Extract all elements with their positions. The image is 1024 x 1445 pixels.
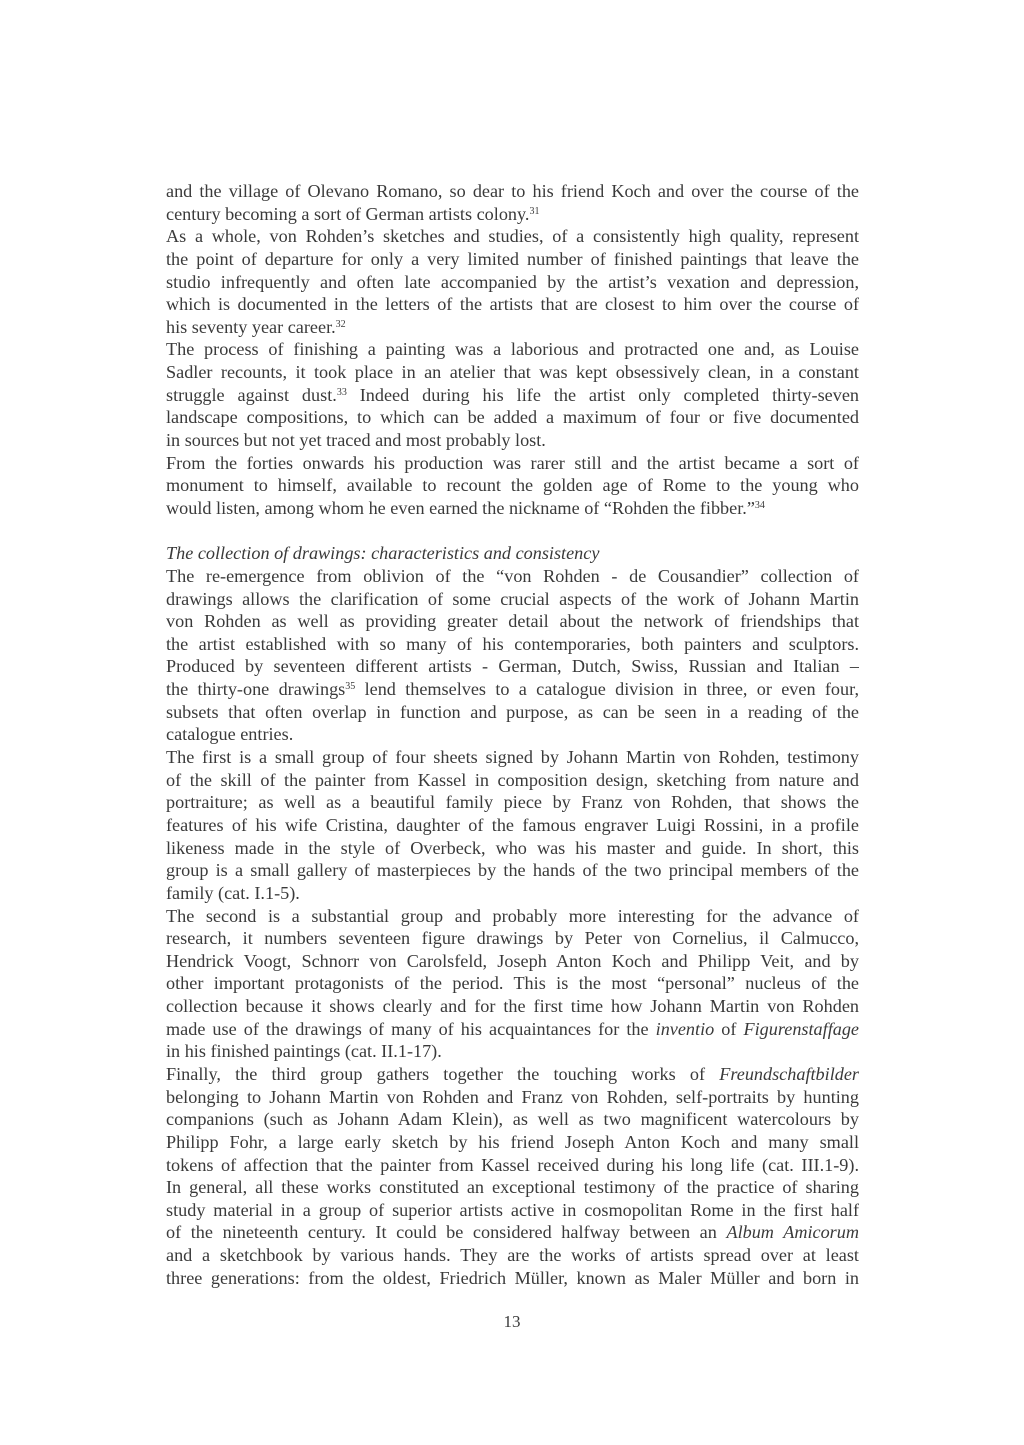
- footnote-ref: 31: [529, 205, 540, 217]
- text-line: which is documented in the letters of the artists that are closest to him over the course of: [166, 294, 859, 315]
- text-line: struggle against dust.$^{33}$ Indeed during his life the artist only completed thirty-seven: [166, 384, 859, 405]
- text-line: his seventy year career.$^{32}$: [166, 316, 346, 337]
- text-line: Sadler recounts, it took place in an atelier that was kept obsessively clean, in a constant: [166, 362, 859, 383]
- text-line: study material in a group of superior artists active in cosmopolitan Rome in the first half: [166, 1199, 859, 1220]
- text-line: monument to himself, available to recount the golden age of Rome to the young who: [166, 475, 859, 496]
- text-line: and the village of Olevano Romano, so dear to his friend Koch and over the course of the: [166, 181, 859, 201]
- text-line: The re-emergence from oblivion of the “von Rohden - de Cousandier” collection of: [166, 565, 859, 586]
- page-number: 13: [503, 1312, 521, 1331]
- paragraph: [166, 905, 859, 1063]
- paragraph: [166, 565, 859, 746]
- text-line: studio infrequently and often late accompanied by the artist’s vexation and depression,: [166, 271, 859, 292]
- paragraph: [166, 338, 859, 451]
- text-line: three generations: from the oldest, Friedrich Müller, known as Maler Müller and born in: [166, 1267, 859, 1288]
- text-line: other important protagonists of the period. This is the most “personal” nucleus of the: [166, 973, 859, 994]
- text-line: In general, all these works constituted an exceptional testimony of the practice of sharing: [166, 1177, 859, 1198]
- italic-term: Freundschaftbilder: [719, 1063, 859, 1084]
- text-line: likeness made in the style of Overbeck, who was his master and guide. In short, this: [166, 837, 859, 858]
- paragraph: [166, 225, 859, 338]
- text-line: century becoming a sort of German artists colony.$^{31}$: [166, 203, 540, 224]
- footnote-ref: 32: [335, 318, 346, 330]
- text-line: von Rohden as well as providing greater detail about the network of friendships that: [166, 611, 859, 632]
- text-line: of the nineteenth century. It could be considered halfway between an Album Amicorum: [166, 1222, 859, 1243]
- text-line: Produced by seventeen different artists - German, Dutch, Swiss, Russian and Italian –: [166, 656, 859, 677]
- text-line: group is a small gallery of masterpieces by the hands of the two principal members of the: [166, 860, 859, 881]
- text-line: the thirty-one drawings$^{35}$ lend themselves to a catalogue division in three, or even four,: [166, 679, 859, 700]
- footnote-ref: 34: [754, 499, 765, 511]
- footnote-ref: 35: [345, 681, 356, 693]
- text-line: belonging to Johann Martin von Rohden and Franz von Rohden, self-portraits by hunting: [166, 1086, 859, 1107]
- text-line: and a sketchbook by various hands. They are the works of artists spread over at least: [166, 1245, 859, 1266]
- text-line: From the forties onwards his production was rarer still and the artist became a sort of: [166, 452, 859, 473]
- paragraph: [166, 746, 859, 904]
- paragraph: [166, 1063, 859, 1176]
- text-line: Hendrick Voogt, Schnorr von Carolsfeld, Joseph Anton Koch and Philipp Veit, and by: [166, 950, 859, 971]
- italic-term: Album Amicorum: [726, 1222, 859, 1243]
- text-line: As a whole, von Rohden’s sketches and studies, of a consistently high quality, represent: [166, 226, 859, 247]
- text-line: catalogue entries.: [166, 724, 294, 745]
- text-line: family (cat. I.1-5).: [166, 882, 300, 903]
- text-line: Finally, the third group gathers together the touching works of Freundschaftbilder: [166, 1063, 859, 1084]
- text-line: of the skill of the painter from Kassel in composition design, sketching from nature and: [166, 769, 859, 790]
- section-heading: The collection of drawings: characteristics and consistency: [166, 543, 600, 564]
- italic-term: Figurenstaffage: [743, 1018, 859, 1039]
- text-line: would listen, among whom he even earned the nickname of “Rohden the fibber.”$^{34}$: [166, 497, 765, 518]
- text-line: subsets that often overlap in function and purpose, as can be seen in a reading of the: [166, 701, 859, 722]
- text-line: in his finished paintings (cat. II.1-17).: [166, 1041, 442, 1062]
- text-line: the point of departure for only a very limited number of finished paintings that leave the: [166, 248, 859, 269]
- italic-term: inventio: [655, 1018, 715, 1039]
- paragraph: [166, 452, 859, 520]
- text-line: The process of finishing a painting was a laborious and protracted one and, as Louise: [166, 339, 859, 360]
- text-line: The second is a substantial group and probably more interesting for the advance of: [166, 905, 859, 926]
- text-line: companions (such as Johann Adam Klein), as well as two magnificent watercolours by: [166, 1109, 859, 1130]
- text-line: in sources but not yet traced and most probably lost.: [166, 430, 546, 451]
- paragraph: [166, 1176, 859, 1289]
- text-line: the artist established with so many of his contemporaries, both painters and sculptors.: [166, 633, 859, 654]
- text-line: drawings allows the clarification of some crucial aspects of the work of Johann Martin: [166, 588, 859, 609]
- text-line: The first is a small group of four sheets signed by Johann Martin von Rohden, testimony: [166, 747, 859, 768]
- spacer: [166, 520, 859, 543]
- text-line: tokens of affection that the painter from Kassel received during his long life (cat. III.1-9).: [166, 1154, 859, 1175]
- text-line: Philipp Fohr, a large early sketch by his friend Joseph Anton Koch and many small: [166, 1131, 859, 1152]
- text-line: research, it numbers seventeen figure drawings by Peter von Cornelius, il Calmucco,: [166, 928, 859, 949]
- footnote-ref: 33: [336, 386, 347, 398]
- text-line: landscape compositions, to which can be added a maximum of four or five documented: [166, 407, 859, 428]
- text-line: collection because it shows clearly and for the first time how Johann Martin von Rohden: [166, 996, 859, 1017]
- text-line: features of his wife Cristina, daughter of the famous engraver Luigi Rossini, in a profile: [166, 814, 859, 835]
- body-text: [166, 180, 859, 1289]
- paragraph: [166, 180, 859, 225]
- text-line: made use of the drawings of many of his acquaintances for the inventio of Figurenstaffage: [166, 1018, 859, 1039]
- text-line: portraiture; as well as a beautiful family piece by Franz von Rohden, that shows the: [166, 792, 859, 813]
